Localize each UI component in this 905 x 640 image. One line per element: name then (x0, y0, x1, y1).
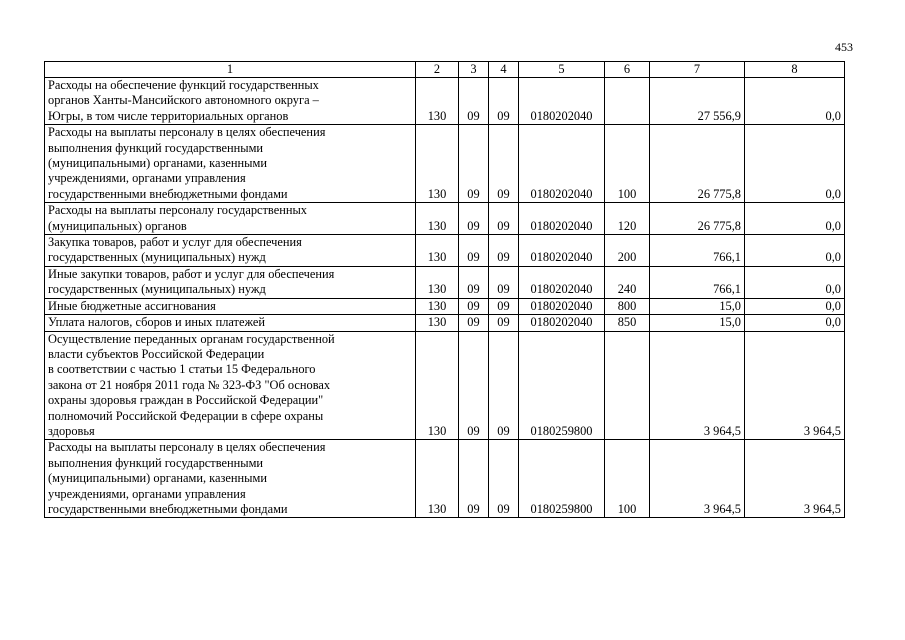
header-row (45, 62, 845, 78)
description-line: выполнения функций государственными (48, 455, 264, 470)
cell-expense-type: 100 (605, 440, 650, 518)
cell-expense-type (605, 331, 650, 440)
table-row (45, 235, 845, 267)
description-line: учреждениями, органами управления (48, 486, 246, 501)
description-line: Иные закупки товаров, работ и услуг для обеспечения (48, 266, 335, 281)
description-line: государственных (муниципальных) нужд (48, 250, 266, 265)
description-line: выполнения функций государственными (48, 140, 264, 155)
cell-admin-code: 130 (416, 125, 459, 203)
cell-admin-code: 130 (416, 235, 459, 267)
cell-section: 09 (459, 203, 489, 235)
cell-amount-1: 27 556,9 (650, 78, 745, 125)
cell-amount-1: 26 775,8 (650, 203, 745, 235)
cell-subsection: 09 (489, 298, 519, 314)
description-line: власти субъектов Российской Федерации (48, 346, 265, 361)
cell-target-article: 0180202040 (519, 203, 605, 235)
cell-target-article: 0180202040 (519, 125, 605, 203)
cell-expense-type: 240 (605, 266, 650, 298)
cell-target-article: 0180259800 (519, 440, 605, 518)
cell-amount-2: 0,0 (745, 235, 845, 267)
cell-expense-type (605, 78, 650, 125)
description-line: органов Ханты-Мансийского автономного округа – (48, 93, 319, 108)
description-line: Уплата налогов, сборов и иных платежей (48, 315, 266, 330)
cell-amount-2: 0,0 (745, 203, 845, 235)
description-line: (муниципальными) органами, казенными (48, 471, 267, 486)
description-line: государственными внебюджетными фондами (48, 501, 288, 516)
header-cell-1: 1 (45, 62, 416, 78)
cell-target-article: 0180202040 (519, 78, 605, 125)
cell-amount-2: 3 964,5 (745, 331, 845, 440)
cell-amount-1: 3 964,5 (650, 440, 745, 518)
description-line: полномочий Российской Федерации в сфере охраны (48, 408, 324, 423)
description-line: Расходы на выплаты персоналу в целях обеспечения (48, 125, 326, 140)
description-line: Расходы на обеспечение функций государственных (48, 78, 319, 92)
cell-subsection: 09 (489, 203, 519, 235)
description-line: Расходы на выплаты персоналу государственных (48, 203, 307, 218)
description-line: (муниципальными) органами, казенными (48, 156, 267, 171)
table-row (45, 266, 845, 298)
table-row (45, 78, 845, 125)
header-cell-4: 4 (489, 62, 519, 78)
description-line: Расходы на выплаты персоналу в целях обеспечения (48, 440, 326, 455)
description-line: закона от 21 ноября 2011 года № 323-ФЗ "Об основах (48, 377, 331, 392)
cell-amount-2: 0,0 (745, 315, 845, 331)
cell-subsection: 09 (489, 266, 519, 298)
description-line: государственных (муниципальных) нужд (48, 282, 266, 297)
cell-amount-1: 3 964,5 (650, 331, 745, 440)
table-row (45, 440, 845, 518)
cell-section: 09 (459, 78, 489, 125)
description-line: в соответствии с частью 1 статьи 15 Федерального (48, 362, 316, 377)
cell-admin-code: 130 (416, 315, 459, 331)
cell-admin-code: 130 (416, 331, 459, 440)
table-row (45, 203, 845, 235)
cell-amount-1: 15,0 (650, 315, 745, 331)
header-cell-5: 5 (519, 62, 605, 78)
cell-section: 09 (459, 298, 489, 314)
cell-description (45, 266, 416, 298)
cell-admin-code: 130 (416, 78, 459, 125)
cell-admin-code: 130 (416, 266, 459, 298)
page-number: 453 (835, 40, 853, 54)
cell-description (45, 203, 416, 235)
cell-amount-2: 0,0 (745, 266, 845, 298)
cell-admin-code: 130 (416, 440, 459, 518)
cell-section: 09 (459, 266, 489, 298)
cell-subsection: 09 (489, 440, 519, 518)
description-line: (муниципальных) органов (48, 218, 187, 233)
description-line: учреждениями, органами управления (48, 171, 246, 186)
cell-description (45, 315, 416, 331)
cell-section: 09 (459, 440, 489, 518)
header-cell-3: 3 (459, 62, 489, 78)
cell-expense-type: 850 (605, 315, 650, 331)
header-cell-2: 2 (416, 62, 459, 78)
cell-target-article: 0180202040 (519, 298, 605, 314)
cell-subsection: 09 (489, 235, 519, 267)
cell-target-article: 0180202040 (519, 315, 605, 331)
cell-section: 09 (459, 331, 489, 440)
cell-target-article: 0180202040 (519, 235, 605, 267)
description-line: Закупка товаров, работ и услуг для обеспечения (48, 235, 302, 250)
description-line: Иные бюджетные ассигнования (48, 298, 216, 313)
description-line: государственными внебюджетными фондами (48, 186, 288, 201)
cell-section: 09 (459, 125, 489, 203)
cell-amount-2: 0,0 (745, 125, 845, 203)
description-line: Югры, в том числе территориальных органов (48, 108, 289, 123)
table-row (45, 298, 845, 314)
header-cell-6: 6 (605, 62, 650, 78)
cell-target-article: 0180202040 (519, 266, 605, 298)
cell-admin-code: 130 (416, 203, 459, 235)
description-line: Осуществление переданных органам государственной (48, 331, 335, 346)
description-line: охраны здоровья граждан в Российской Федерации" (48, 393, 324, 408)
cell-amount-2: 0,0 (745, 298, 845, 314)
cell-subsection: 09 (489, 315, 519, 331)
cell-expense-type: 800 (605, 298, 650, 314)
cell-amount-2: 3 964,5 (745, 440, 845, 518)
cell-amount-2: 0,0 (745, 78, 845, 125)
cell-description (45, 78, 416, 125)
cell-expense-type: 120 (605, 203, 650, 235)
cell-description (45, 298, 416, 314)
cell-subsection: 09 (489, 125, 519, 203)
cell-description (45, 331, 416, 440)
header-cell-7: 7 (650, 62, 745, 78)
cell-section: 09 (459, 315, 489, 331)
table-row (45, 331, 845, 440)
cell-amount-1: 766,1 (650, 266, 745, 298)
cell-description (45, 125, 416, 203)
cell-amount-1: 26 775,8 (650, 125, 745, 203)
cell-admin-code: 130 (416, 298, 459, 314)
cell-subsection: 09 (489, 78, 519, 125)
budget-table (44, 61, 845, 518)
cell-expense-type: 200 (605, 235, 650, 267)
table-row (45, 125, 845, 203)
header-cell-8: 8 (745, 62, 845, 78)
table-row (45, 315, 845, 331)
cell-subsection: 09 (489, 331, 519, 440)
cell-amount-1: 15,0 (650, 298, 745, 314)
cell-section: 09 (459, 235, 489, 267)
cell-target-article: 0180259800 (519, 331, 605, 440)
cell-expense-type: 100 (605, 125, 650, 203)
description-line: здоровья (48, 423, 95, 438)
cell-amount-1: 766,1 (650, 235, 745, 267)
cell-description (45, 235, 416, 267)
cell-description (45, 440, 416, 518)
